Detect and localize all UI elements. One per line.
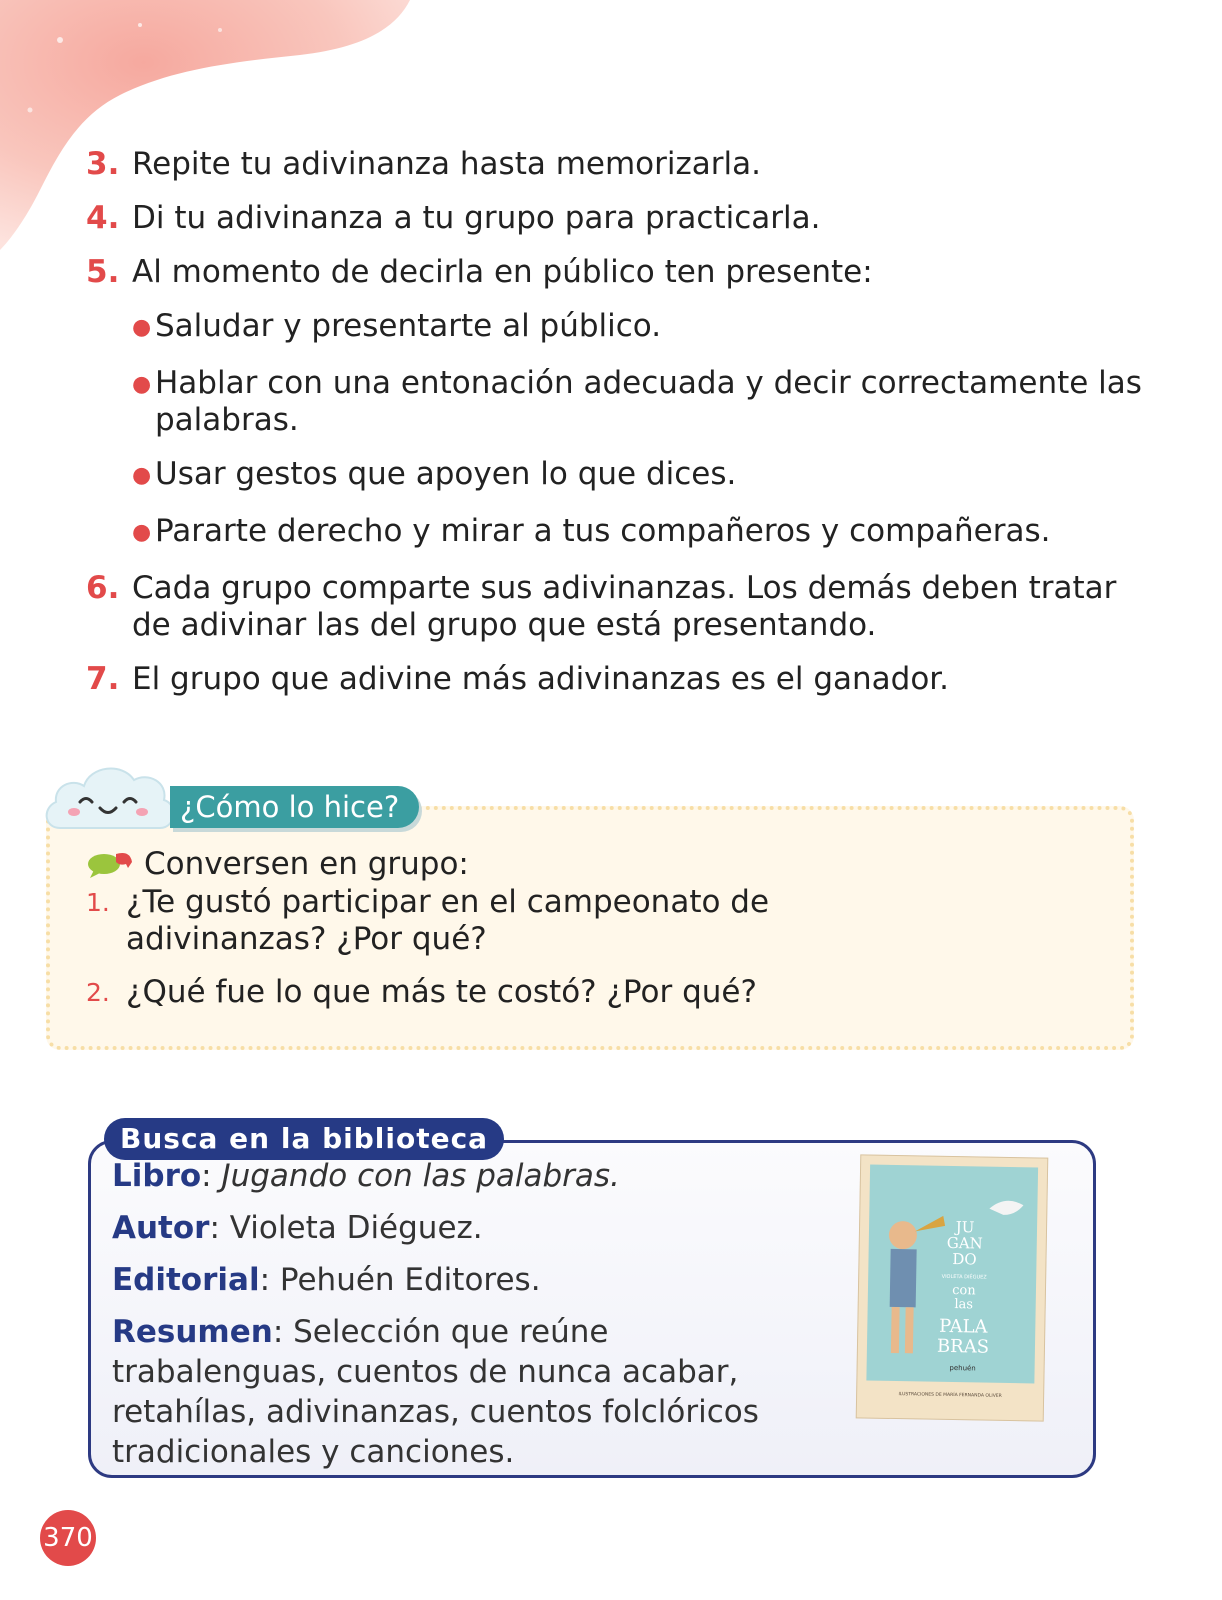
steps-list	[86, 146, 1146, 715]
bullet-item	[132, 365, 1146, 439]
step-text: El grupo que adivine más adivinanzas es el ganador.	[132, 661, 950, 697]
publisher-label: Editorial	[112, 1262, 260, 1298]
author-name: Violeta Diéguez.	[229, 1210, 483, 1246]
step-number: 7.	[86, 661, 120, 697]
step-4	[86, 200, 1146, 237]
bullet-dot: ●	[132, 520, 152, 545]
publisher-name: Pehuén Editores.	[279, 1262, 541, 1298]
summary-text: Selección que reúne trabalenguas, cuentos de nunca acabar, retahílas, adivinanzas, cuentos folclóricos tradicionales y canciones.	[112, 1314, 759, 1470]
cover-text: con	[952, 1283, 976, 1299]
step-text: Al momento de decirla en público ten presente:	[132, 254, 873, 290]
question-number: 2.	[86, 978, 110, 1007]
bullet-dot: ●	[132, 315, 152, 340]
cover-text: BRAS	[936, 1335, 990, 1358]
step-number: 5.	[86, 254, 120, 290]
bullet-item	[132, 513, 1146, 553]
cover-text: GAN	[946, 1233, 983, 1253]
cover-text: VIOLETA DIÉGUEZ	[941, 1273, 987, 1281]
cover-text: pehuén	[949, 1363, 976, 1373]
cover-text: DO	[952, 1250, 977, 1269]
bullet-dot: ●	[132, 463, 152, 488]
cover-text: PALA	[938, 1315, 988, 1338]
author-line: Autor: Violeta Diéguez.	[112, 1210, 483, 1246]
question-text: ¿Te gustó participar en el campeonato de adivinanzas? ¿Por qué?	[126, 884, 770, 957]
step-text: Repite tu adivinanza hasta memorizarla.	[132, 146, 761, 182]
cover-text: JU	[955, 1218, 975, 1237]
step-7	[86, 661, 1146, 698]
step-text: Cada grupo comparte sus adivinanzas. Los demás deben tratar de adivinar las del grupo que está presentando.	[132, 570, 1117, 643]
bullet-item	[132, 456, 1146, 496]
self-assessment-title: ¿Cómo lo hice?	[170, 786, 419, 828]
bullet-dot: ●	[132, 372, 152, 397]
step-number: 3.	[86, 146, 120, 182]
bullet-text: Saludar y presentarte al público.	[155, 308, 662, 344]
question-item	[86, 884, 966, 958]
author-label: Autor	[112, 1210, 210, 1246]
step-number: 4.	[86, 200, 120, 236]
bullet-list	[132, 308, 1146, 553]
summary-line: Resumen: Selección que reúne trabalenguas, cuentos de nunca acabar, retahílas, adivinanzas, cuentos folclóricos tradicionales y canciones.	[112, 1314, 759, 1470]
question-number: 1.	[86, 888, 110, 917]
question-item	[86, 974, 966, 1011]
bullet-text: Pararte derecho y mirar a tus compañeros y compañeras.	[155, 513, 1051, 549]
step-number: 6.	[86, 570, 120, 606]
summary-label: Resumen	[112, 1314, 273, 1350]
book-title-line: Libro: Jugando con las palabras.	[112, 1158, 620, 1194]
book-label: Libro	[112, 1158, 202, 1194]
book-title: Jugando con las palabras.	[221, 1158, 620, 1194]
speech-bubbles-icon	[86, 848, 136, 882]
book-cover-image	[856, 1154, 1049, 1421]
step-5	[86, 254, 1146, 291]
cover-text: las	[954, 1297, 974, 1313]
smiling-cloud-icon	[40, 758, 180, 838]
step-text: Di tu adivinanza a tu grupo para practicarla.	[132, 200, 821, 236]
library-title: Busca en la biblioteca	[104, 1118, 504, 1160]
discussion-prompt	[86, 846, 469, 883]
bullet-text: Usar gestos que apoyen lo que dices.	[155, 456, 737, 492]
discussion-prompt-text: Conversen en grupo:	[144, 846, 469, 882]
publisher-line: Editorial: Pehuén Editores.	[112, 1262, 541, 1298]
page-number: 370	[40, 1510, 96, 1566]
question-text: ¿Qué fue lo que más te costó? ¿Por qué?	[126, 974, 757, 1010]
cover-text: ILUSTRACIONES DE MARÍA FERNANDA OLIVER	[898, 1392, 1002, 1399]
bullet-item	[132, 308, 1146, 348]
step-6	[86, 570, 1146, 644]
step-3	[86, 146, 1146, 183]
bullet-text: Hablar con una entonación adecuada y decir correctamente las palabras.	[155, 365, 1142, 438]
